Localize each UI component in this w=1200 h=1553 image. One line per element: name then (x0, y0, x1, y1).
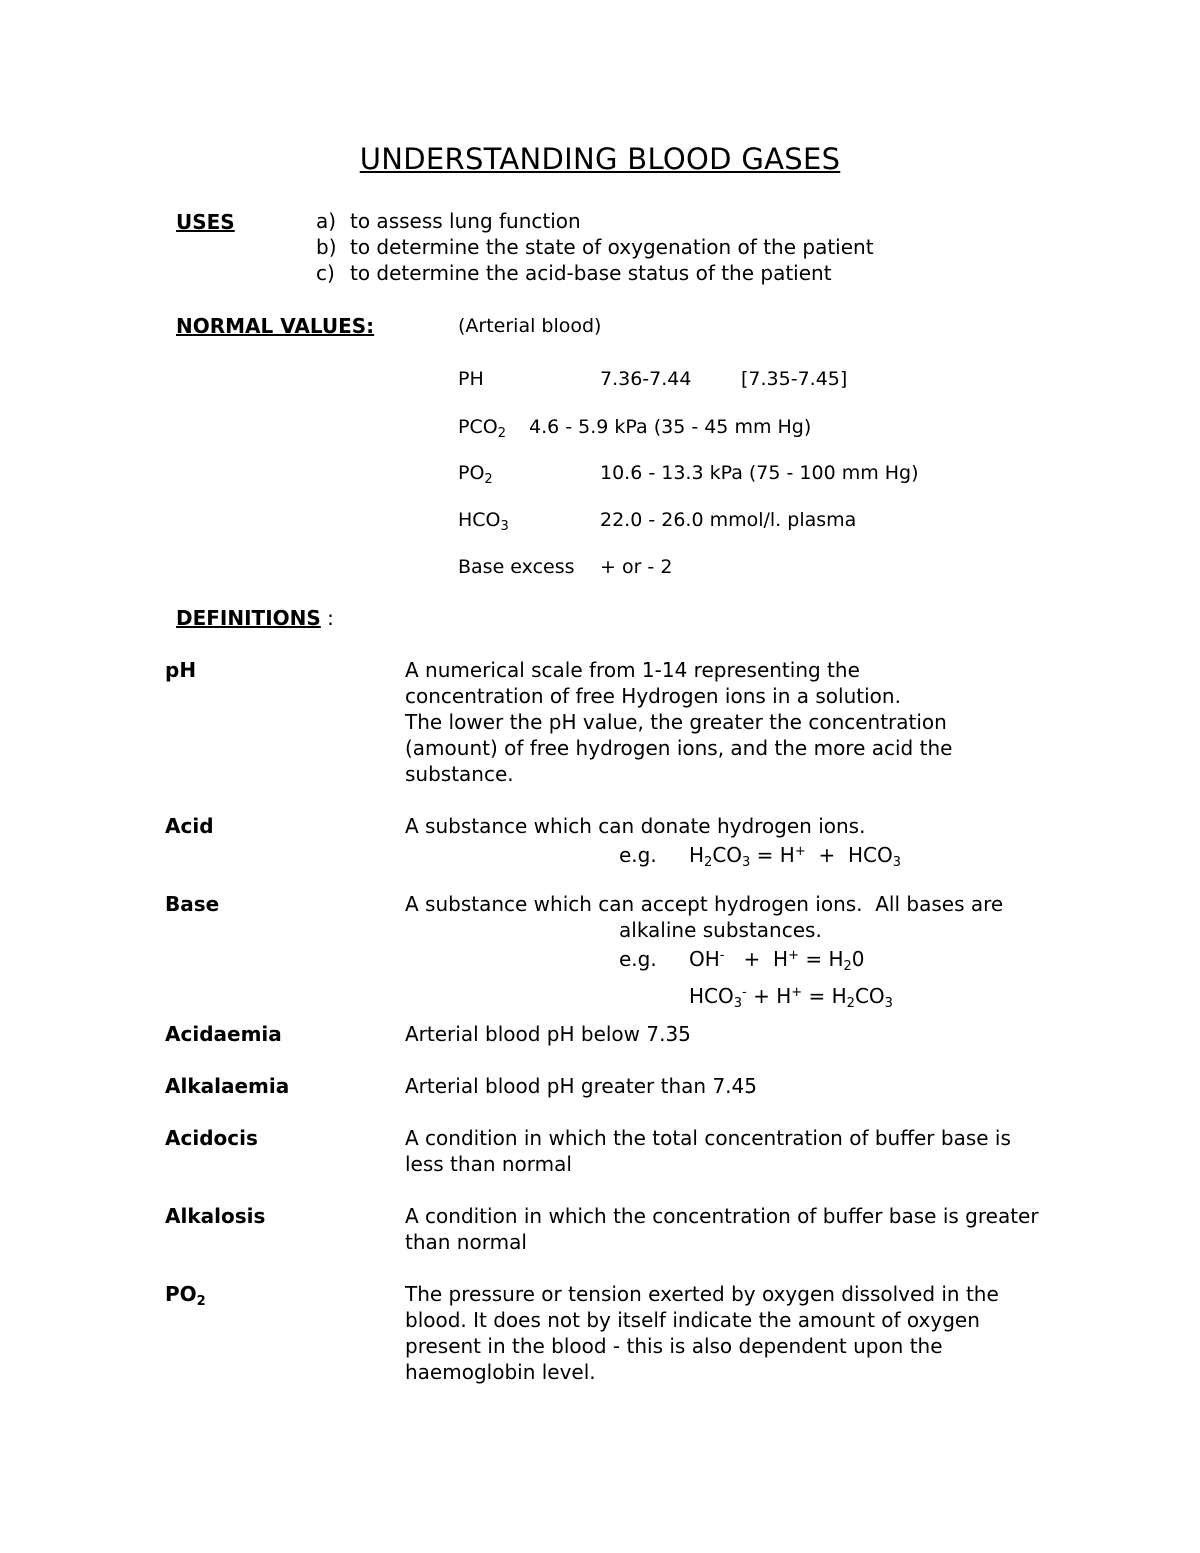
nv-value-pco2: 4.6 - 5.9 kPa (35 - 45 mm Hg) (529, 416, 812, 438)
term-acidaemia: Acidaemia (165, 1022, 282, 1046)
definition-acidocis: A condition in which the total concentration of buffer base is less than normal (405, 1126, 1011, 1176)
nv-alt-ph: [7.35-7.45] (741, 368, 848, 390)
nv-label-ph: PH (458, 368, 484, 390)
base-equation-1: e.g. $OH^- + H^+ = H_20$ (619, 947, 865, 974)
normal-values-note: (Arterial blood) (458, 315, 602, 337)
term-alkalosis: Alkalosis (165, 1204, 266, 1228)
definitions-heading: DEFINITIONS : (176, 606, 334, 630)
term-po2: $PO_2$ (165, 1282, 206, 1309)
term-acidocis: Acidocis (165, 1126, 258, 1150)
nv-value-base-excess: + or - 2 (600, 556, 673, 578)
acid-equation: e.g. $H_2CO_3 = H^+ + HCO_3$ (619, 843, 901, 870)
normal-values-heading: NORMAL VALUES: (176, 314, 375, 338)
term-ph: pH (165, 658, 197, 682)
nv-label-po2: $PO_2$ (458, 462, 493, 487)
term-acid: Acid (165, 814, 214, 838)
definition-acidaemia: Arterial blood pH below 7.35 (405, 1022, 691, 1046)
page-title: UNDERSTANDING BLOOD GASES (359, 142, 841, 176)
definition-po2: The pressure or tension exerted by oxygen dissolved in the blood. It does not by itself indicate the amount of oxygen present in the blood - this is also dependent upon the haemoglobin level. (405, 1282, 999, 1384)
base-equation-2: $HCO_3^- + H^+ = H_2CO_3$ (689, 984, 893, 1011)
uses-item-b: b) to determine the state of oxygenation of the patient (316, 235, 874, 259)
nv-label-pco2: $PCO_2$ (458, 416, 506, 441)
uses-heading: USES (176, 210, 235, 234)
term-alkalaemia: Alkalaemia (165, 1074, 290, 1098)
definition-alkalaemia: Arterial blood pH greater than 7.45 (405, 1074, 757, 1098)
nv-value-ph: 7.36-7.44 (600, 368, 692, 390)
nv-value-hco3: 22.0 - 26.0 mmol/l. plasma (600, 509, 857, 531)
definition-base: A substance which can accept hydrogen ions. All bases are alkaline substances. e.g. $OH^- + H^+ = H_20$ $HCO_3^- + H^+ = H_2CO_3$ (405, 891, 1003, 1017)
definition-ph: A numerical scale from 1-14 representing the concentration of free Hydrogen ions in a solution. The lower the pH value, the greater the concentration (amount) of free hydrogen ions, and the more acid the substance. (405, 658, 953, 786)
uses-list (316, 208, 874, 286)
uses-item-a: a) to assess lung function (316, 209, 581, 233)
nv-label-base-excess: Base excess (458, 556, 575, 578)
uses-item-c: c) to determine the acid-base status of the patient (316, 261, 832, 285)
definition-alkalosis: A condition in which the concentration of buffer base is greater than normal (405, 1204, 1039, 1254)
nv-value-po2: 10.6 - 13.3 kPa (75 - 100 mm Hg) (600, 462, 919, 484)
nv-label-hco3: $HCO_3$ (458, 509, 509, 534)
definition-acid: A substance which can donate hydrogen ions. e.g. $H_2CO_3 = H^+ + HCO_3$ (405, 813, 901, 876)
term-base: Base (165, 892, 220, 916)
